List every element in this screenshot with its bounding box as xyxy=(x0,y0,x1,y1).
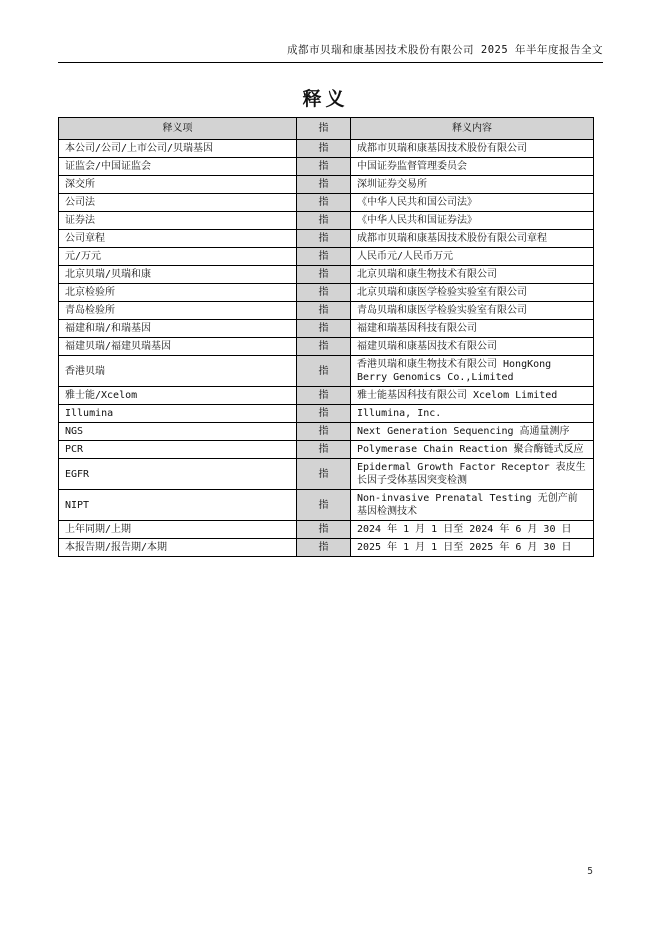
indicator-cell: 指 xyxy=(297,266,351,284)
term-cell: 本报告期/报告期/本期 xyxy=(59,539,297,557)
definition-cell: Polymerase Chain Reaction 聚合酶链式反应 xyxy=(351,441,594,459)
term-cell: 雅士能/Xcelom xyxy=(59,387,297,405)
indicator-cell: 指 xyxy=(297,302,351,320)
column-header-indicator: 指 xyxy=(297,118,351,140)
term-cell: 香港贝瑞 xyxy=(59,356,297,387)
table-row xyxy=(59,266,594,284)
table-header-row xyxy=(59,118,594,140)
definition-cell: 中国证券监督管理委员会 xyxy=(351,158,594,176)
definition-cell: 《中华人民共和国证券法》 xyxy=(351,212,594,230)
indicator-cell: 指 xyxy=(297,356,351,387)
table-row xyxy=(59,320,594,338)
definition-cell: 北京贝瑞和康生物技术有限公司 xyxy=(351,266,594,284)
indicator-cell: 指 xyxy=(297,158,351,176)
page-title: 释义 xyxy=(302,88,349,110)
table-row xyxy=(59,387,594,405)
term-cell: NGS xyxy=(59,423,297,441)
definition-cell: 福建和瑞基因科技有限公司 xyxy=(351,320,594,338)
definition-cell: 香港贝瑞和康生物技术有限公司 HongKong Berry Genomics Co.,Limited xyxy=(351,356,594,387)
indicator-cell: 指 xyxy=(297,423,351,441)
term-cell: EGFR xyxy=(59,459,297,490)
indicator-cell: 指 xyxy=(297,230,351,248)
table-row xyxy=(59,441,594,459)
definition-cell: 成都市贝瑞和康基因技术股份有限公司章程 xyxy=(351,230,594,248)
indicator-cell: 指 xyxy=(297,521,351,539)
column-header-term: 释义项 xyxy=(59,118,297,140)
definition-cell: 北京贝瑞和康医学检验实验室有限公司 xyxy=(351,284,594,302)
indicator-cell: 指 xyxy=(297,284,351,302)
indicator-cell: 指 xyxy=(297,140,351,158)
table-row xyxy=(59,230,594,248)
column-header-definition: 释义内容 xyxy=(351,118,594,140)
indicator-cell: 指 xyxy=(297,248,351,266)
table-row xyxy=(59,248,594,266)
table-row xyxy=(59,521,594,539)
definition-cell: 《中华人民共和国公司法》 xyxy=(351,194,594,212)
term-cell: 福建和瑞/和瑞基因 xyxy=(59,320,297,338)
table-row xyxy=(59,338,594,356)
term-cell: 本公司/公司/上市公司/贝瑞基因 xyxy=(59,140,297,158)
table-row xyxy=(59,405,594,423)
report-header-title: 成都市贝瑞和康基因技术股份有限公司 2025 年半年度报告全文 xyxy=(287,44,603,56)
indicator-cell: 指 xyxy=(297,338,351,356)
table-row xyxy=(59,212,594,230)
definition-cell: 福建贝瑞和康基因技术有限公司 xyxy=(351,338,594,356)
term-cell: NIPT xyxy=(59,490,297,521)
table-row xyxy=(59,459,594,490)
term-cell: 北京贝瑞/贝瑞和康 xyxy=(59,266,297,284)
definition-cell: Illumina, Inc. xyxy=(351,405,594,423)
indicator-cell: 指 xyxy=(297,176,351,194)
table-row xyxy=(59,423,594,441)
table-row xyxy=(59,302,594,320)
term-cell: 北京检验所 xyxy=(59,284,297,302)
definition-cell: 深圳证券交易所 xyxy=(351,176,594,194)
term-cell: 公司章程 xyxy=(59,230,297,248)
term-cell: Illumina xyxy=(59,405,297,423)
indicator-cell: 指 xyxy=(297,320,351,338)
definition-cell: 雅士能基因科技有限公司 Xcelom Limited xyxy=(351,387,594,405)
definition-cell: 2025 年 1 月 1 日至 2025 年 6 月 30 日 xyxy=(351,539,594,557)
indicator-cell: 指 xyxy=(297,387,351,405)
term-cell: 上年同期/上期 xyxy=(59,521,297,539)
definitions-table-header xyxy=(59,118,594,140)
table-row xyxy=(59,356,594,387)
table-row xyxy=(59,284,594,302)
indicator-cell: 指 xyxy=(297,405,351,423)
table-row xyxy=(59,490,594,521)
definition-cell: Epidermal Growth Factor Receptor 表皮生长因子受体基因突变检测 xyxy=(351,459,594,490)
indicator-cell: 指 xyxy=(297,459,351,490)
table-row xyxy=(59,140,594,158)
indicator-cell: 指 xyxy=(297,441,351,459)
table-row xyxy=(59,539,594,557)
term-cell: 证监会/中国证监会 xyxy=(59,158,297,176)
definitions-table-body xyxy=(59,140,594,557)
definitions-table xyxy=(58,117,594,557)
definition-cell: 2024 年 1 月 1 日至 2024 年 6 月 30 日 xyxy=(351,521,594,539)
term-cell: 证券法 xyxy=(59,212,297,230)
term-cell: 公司法 xyxy=(59,194,297,212)
term-cell: PCR xyxy=(59,441,297,459)
definition-cell: 青岛贝瑞和康医学检验实验室有限公司 xyxy=(351,302,594,320)
term-cell: 福建贝瑞/福建贝瑞基因 xyxy=(59,338,297,356)
indicator-cell: 指 xyxy=(297,539,351,557)
page-number: 5 xyxy=(587,866,593,877)
definition-cell: 人民币元/人民币万元 xyxy=(351,248,594,266)
table-row xyxy=(59,194,594,212)
indicator-cell: 指 xyxy=(297,194,351,212)
indicator-cell: 指 xyxy=(297,490,351,521)
term-cell: 青岛检验所 xyxy=(59,302,297,320)
definition-cell: Next Generation Sequencing 高通量测序 xyxy=(351,423,594,441)
term-cell: 深交所 xyxy=(59,176,297,194)
definition-cell: 成都市贝瑞和康基因技术股份有限公司 xyxy=(351,140,594,158)
term-cell: 元/万元 xyxy=(59,248,297,266)
table-row xyxy=(59,176,594,194)
table-row xyxy=(59,158,594,176)
report-header xyxy=(58,42,603,63)
definition-cell: Non-invasive Prenatal Testing 无创产前基因检测技术 xyxy=(351,490,594,521)
indicator-cell: 指 xyxy=(297,212,351,230)
